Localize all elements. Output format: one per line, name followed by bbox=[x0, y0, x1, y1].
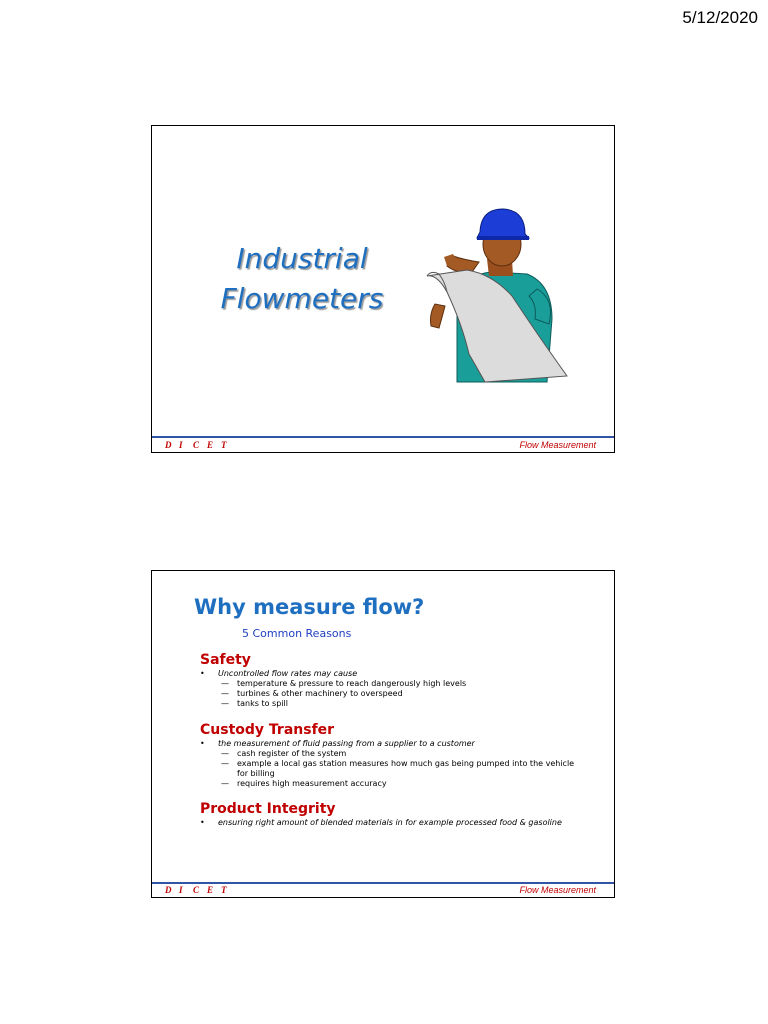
footer-divider bbox=[152, 882, 614, 884]
section-heading: Safety bbox=[200, 652, 251, 668]
print-date: 5/12/2020 bbox=[682, 8, 758, 27]
slide-why-measure-flow bbox=[151, 570, 615, 898]
section-heading: Custody Transfer bbox=[200, 722, 335, 738]
section-heading: Product Integrity bbox=[200, 801, 336, 817]
sub-item: — tanks to spill bbox=[200, 699, 600, 709]
slide-title-text: Why measure flow? bbox=[194, 595, 425, 619]
footer-logo-letter: E bbox=[207, 885, 214, 895]
slide-subtitle: 5 Common Reasons bbox=[242, 627, 352, 640]
footer-topic: Flow Measurement bbox=[519, 440, 596, 450]
slide-title-text: Industrial Flowmeters bbox=[220, 242, 384, 315]
footer-logo-letter: C bbox=[193, 885, 200, 895]
footer-logo bbox=[165, 440, 235, 450]
footer-logo-letter: I bbox=[179, 440, 183, 450]
footer-logo-letter: T bbox=[221, 440, 227, 450]
sub-item: — cash register of the system bbox=[200, 749, 600, 759]
footer-topic: Flow Measurement bbox=[519, 885, 596, 895]
section-safety bbox=[200, 651, 600, 709]
bullet-item: • ensuring right amount of blended materials in for example processed food & gasoline bbox=[200, 818, 600, 828]
bullet-item: • the measurement of fluid passing from a supplier to a customer bbox=[200, 739, 600, 749]
footer-logo-letter: T bbox=[221, 885, 227, 895]
footer-logo-letter: D bbox=[165, 885, 172, 895]
section-product-integrity bbox=[200, 800, 600, 828]
footer-logo bbox=[165, 885, 235, 895]
footer-logo-letter: I bbox=[179, 885, 183, 895]
footer-logo-letter: C bbox=[193, 440, 200, 450]
footer-logo-letter: E bbox=[207, 440, 214, 450]
section-custody-transfer bbox=[200, 721, 600, 789]
bullet-item: • Uncontrolled flow rates may cause bbox=[200, 669, 600, 679]
sub-item: — temperature & pressure to reach dangerously high levels bbox=[200, 679, 600, 689]
sub-item: — requires high measurement accuracy bbox=[200, 779, 600, 789]
sub-item: — example a local gas station measures how much gas being pumped into the vehicle for billing bbox=[200, 759, 600, 779]
slide-title bbox=[151, 125, 615, 453]
worker-with-blueprint-illustration bbox=[417, 204, 577, 386]
footer-logo-letter: D bbox=[165, 440, 172, 450]
footer-divider bbox=[152, 436, 614, 438]
sub-item: — turbines & other machinery to overspeed bbox=[200, 689, 600, 699]
